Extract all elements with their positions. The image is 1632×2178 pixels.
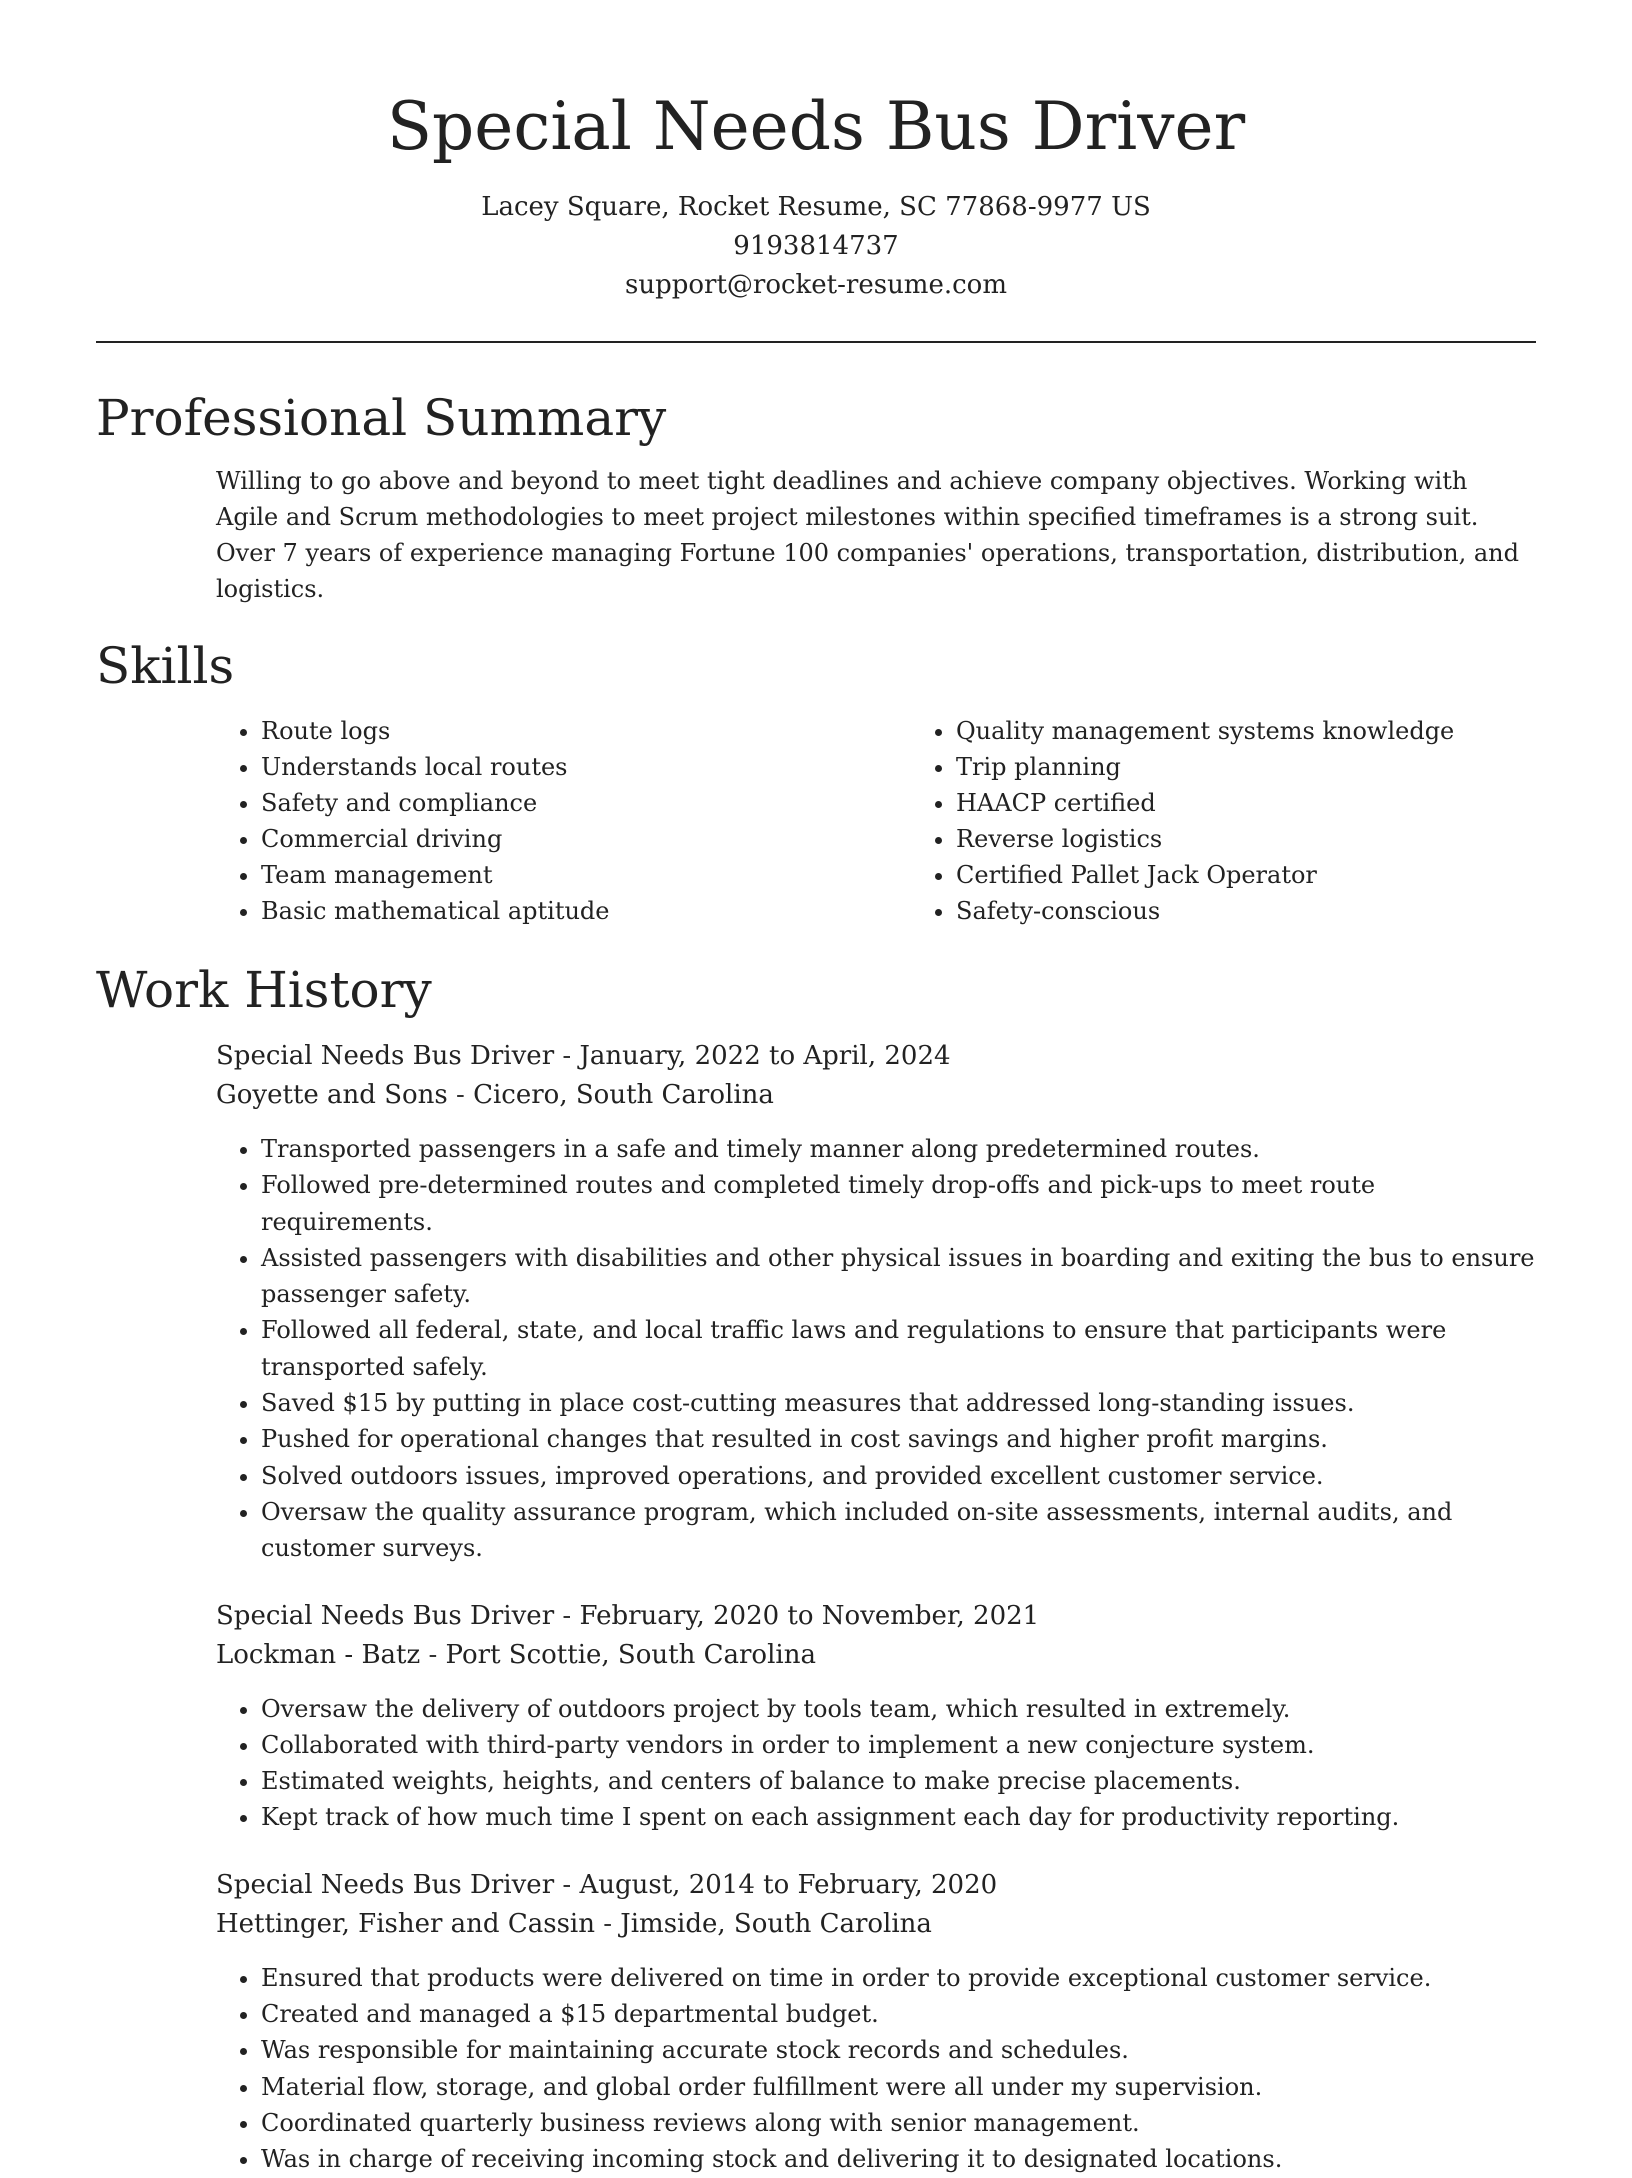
- job-company-line: Goyette and Sons - Cicero, South Carolina: [216, 1080, 774, 1110]
- header-divider: [96, 341, 1536, 343]
- section-title-skills: Skills: [96, 637, 235, 695]
- job-bullets: [216, 1131, 1536, 1567]
- job-bullets: [216, 1960, 1536, 2178]
- skill-item: • Route logs: [261, 713, 911, 749]
- job-bullet: • Material flow, storage, and global order fulfillment were all under my supervision.: [261, 2069, 1536, 2105]
- job-location: Cicero, South Carolina: [473, 1080, 774, 1110]
- email: support@rocket-resume.com: [624, 270, 1007, 300]
- job-bullet: • Was responsible for maintaining accurate stock records and schedules.: [261, 2032, 1536, 2068]
- job-bullet: • Transported passengers in a safe and timely manner along predetermined routes.: [261, 1131, 1536, 1167]
- job-company-line: Lockman - Batz - Port Scottie, South Carolina: [216, 1639, 816, 1670]
- job-dates: February, 2020 to November, 2021: [579, 1600, 1040, 1631]
- skill-item: • Trip planning: [956, 749, 1536, 785]
- section-title-work: Work History: [96, 961, 432, 1019]
- job-bullet: • Was in charge of receiving incoming stock and delivering it to designated locations.: [261, 2141, 1536, 2177]
- job-bullet: • Assisted passengers with disabilities and other physical issues in boarding and exiting the bus to ensure passenger safety.: [261, 1240, 1536, 1313]
- job-entry: [216, 1866, 1536, 2178]
- skill-item: • Understands local routes: [261, 749, 911, 785]
- job-role: Special Needs Bus Driver: [216, 1600, 555, 1631]
- candidate-name: Special Needs Bus Driver: [386, 88, 1246, 165]
- address: Lacey Square, Rocket Resume, SC 77868-9977 US: [481, 192, 1151, 222]
- job-bullet: • Ensured that products were delivered on time in order to provide exceptional customer service.: [261, 1960, 1536, 1996]
- job-bullets: [216, 1691, 1536, 1836]
- job-bullet: • Collaborated with third-party vendors in order to implement a new conjecture system.: [261, 1727, 1536, 1763]
- job-bullet: • Coordinated quarterly business reviews along with senior management.: [261, 2105, 1536, 2141]
- job-company: Lockman - Batz: [216, 1639, 421, 1670]
- job-bullet: • Pushed for operational changes that resulted in cost savings and higher profit margins.: [261, 1421, 1536, 1457]
- skills-list-right: [911, 713, 1536, 929]
- job-location: Jimside, South Carolina: [620, 1908, 932, 1939]
- job-bullet: • Estimated weights, heights, and centers of balance to make precise placements.: [261, 1763, 1536, 1799]
- job-location: Port Scottie, South Carolina: [445, 1639, 816, 1670]
- job-role: Special Needs Bus Driver: [216, 1041, 555, 1071]
- job-dates: August, 2014 to February, 2020: [579, 1869, 998, 1900]
- section-title-summary: Professional Summary: [96, 389, 667, 447]
- job-company-line: Hettinger, Fisher and Cassin - Jimside, South Carolina: [216, 1908, 932, 1939]
- job-bullet: • Created and managed a $15 departmental budget.: [261, 1996, 1536, 2032]
- job-bullet: • Followed all federal, state, and local traffic laws and regulations to ensure that participants were transported safely.: [261, 1312, 1536, 1385]
- skills-columns: [216, 713, 1536, 929]
- job-title-line: Special Needs Bus Driver - August, 2014 to February, 2020: [216, 1869, 998, 1900]
- job-bullet: • Saved $15 by putting in place cost-cutting measures that addressed long-standing issues.: [261, 1385, 1536, 1421]
- skills-list-left: [216, 713, 911, 929]
- skills-section: [96, 633, 1536, 929]
- skill-item: • Safety and compliance: [261, 785, 911, 821]
- work-history-section: [96, 957, 1536, 2178]
- job-bullet: • Oversaw the delivery of outdoors project by tools team, which resulted in extremely.: [261, 1691, 1536, 1727]
- skill-item: • HAACP certified: [956, 785, 1536, 821]
- job-dates: January, 2022 to April, 2024: [579, 1041, 951, 1071]
- job-bullet: • Kept track of how much time I spent on each assignment each day for productivity reporting.: [261, 1799, 1536, 1835]
- skill-item: • Basic mathematical aptitude: [261, 893, 911, 929]
- job-bullet: • Followed pre-determined routes and completed timely drop-offs and pick-ups to meet route requirements.: [261, 1167, 1536, 1240]
- summary-text: Willing to go above and beyond to meet tight deadlines and achieve company objectives. Working with Agile and Scrum methodologies to meet project milestones within specified timeframes is a strong suit. Over 7 years of experience managing Fortune 100 companies' operations, transportation, distribution, and logistics.: [216, 467, 1519, 603]
- job-role: Special Needs Bus Driver: [216, 1869, 555, 1900]
- job-entry: [216, 1597, 1536, 1836]
- phone: 9193814737: [733, 231, 899, 261]
- skill-item: • Team management: [261, 857, 911, 893]
- skill-item: • Quality management systems knowledge: [956, 713, 1536, 749]
- job-bullet: • Solved outdoors issues, improved operations, and provided excellent customer service.: [261, 1458, 1536, 1494]
- job-company: Goyette and Sons: [216, 1080, 448, 1110]
- skill-item: • Reverse logistics: [956, 821, 1536, 857]
- job-entry: [216, 1037, 1536, 1567]
- skill-item: • Safety-conscious: [956, 893, 1536, 929]
- professional-summary-section: [96, 385, 1536, 607]
- contact-info: [96, 188, 1536, 305]
- skill-item: • Commercial driving: [261, 821, 911, 857]
- skill-item: • Certified Pallet Jack Operator: [956, 857, 1536, 893]
- job-title-line: Special Needs Bus Driver - February, 2020 to November, 2021: [216, 1600, 1040, 1631]
- job-title-line: Special Needs Bus Driver - January, 2022 to April, 2024: [216, 1041, 951, 1071]
- job-company: Hettinger, Fisher and Cassin: [216, 1908, 595, 1939]
- job-bullet: • Oversaw the quality assurance program, which included on-site assessments, internal audits, and customer surveys.: [261, 1494, 1536, 1567]
- resume-header: [96, 0, 1536, 305]
